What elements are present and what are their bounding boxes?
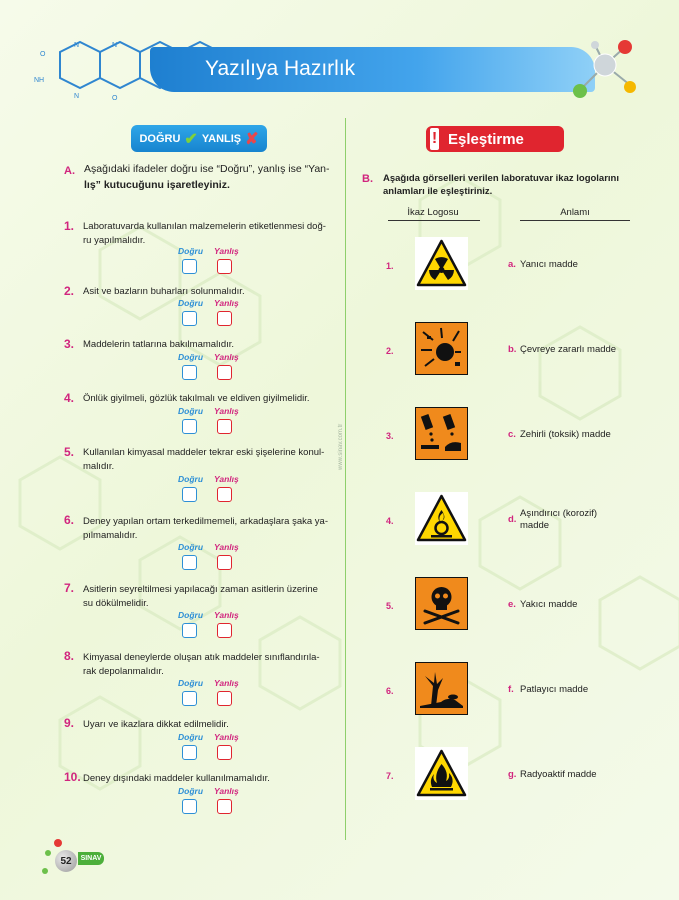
eslestirme-label: Eşleştirme (448, 130, 524, 148)
meaning-letter: f. (508, 684, 514, 695)
meaning-text-line2: madde (520, 520, 550, 531)
dogru-label: Doğru (178, 678, 204, 688)
brand-tag: SINAV (78, 852, 104, 865)
question-line1: Deney yapılan ortam terkedilmemeli, arkadaşlara şaka ya- (83, 516, 328, 527)
meaning-text (520, 508, 597, 532)
meaning-letter: a. (508, 259, 516, 270)
question-number: 10. (64, 770, 81, 784)
yanlis-checkbox[interactable] (217, 555, 232, 570)
cross-icon: ✘ (245, 130, 259, 148)
dogru-badge-label: DOĞRU (139, 132, 181, 145)
meaning-text: Radyoaktif madde (520, 769, 597, 780)
question-text (83, 285, 335, 299)
col-header-logo: İkaz Logosu (407, 207, 459, 218)
meaning-text-line1: Aşındırıcı (korozif) (520, 508, 598, 519)
logo-number: 1. (386, 261, 394, 271)
question-number: 5. (64, 445, 75, 459)
question-text (83, 583, 335, 611)
dogru-checkbox[interactable] (182, 419, 197, 434)
meaning-text: Çevreye zararlı madde (520, 344, 617, 355)
meaning-text: Zehirli (toksik) madde (520, 429, 611, 440)
section-b-instruction (383, 172, 673, 198)
question-line1: Uyarı ve ikazlara dikkat edilmelidir. (83, 719, 229, 730)
yanlis-checkbox[interactable] (217, 419, 232, 434)
yanlis-label: Yanlış (214, 678, 239, 688)
page-number: 52 (55, 850, 77, 872)
explosive-icon (415, 322, 468, 375)
section-b-instruction-line1: Aşağıda görselleri verilen laboratuvar ikaz logolarını (383, 173, 619, 184)
corrosive-icon (415, 407, 468, 460)
dogru-checkbox[interactable] (182, 799, 197, 814)
question-line2: ru yapılmalıdır. (83, 235, 146, 246)
question-line2: malıdır. (83, 461, 115, 472)
col-underline (388, 220, 480, 221)
section-a-instruction-line2: lış” kutucuğunu işaretleyiniz. (84, 179, 230, 191)
question-number: 1. (64, 219, 75, 233)
meaning-letter: e. (508, 599, 516, 610)
yanlis-checkbox[interactable] (217, 311, 232, 326)
question-number: 4. (64, 391, 75, 405)
meaning-letter: d. (508, 514, 517, 525)
section-b-letter: B. (362, 173, 373, 185)
question-text (83, 718, 335, 732)
dogru-checkbox[interactable] (182, 487, 197, 502)
question-text (83, 338, 335, 352)
flammable-icon (415, 747, 468, 800)
question-line1: Önlük giyilmeli, gözlük takılmalı ve eldiven giyilmelidir. (83, 393, 310, 404)
oxidizer-icon (415, 492, 468, 545)
logo-number: 3. (386, 431, 394, 441)
question-line1: Laboratuvarda kullanılan malzemelerin etiketlenmesi doğ- (83, 221, 326, 232)
section-a-instruction-line1: Aşağıdaki ifadeler doğru ise “Doğru”, yanlış ise “Yan- (84, 163, 330, 175)
yanlis-label: Yanlış (214, 786, 239, 796)
dogru-checkbox[interactable] (182, 259, 197, 274)
question-number: 3. (64, 337, 75, 351)
meaning-text: Yakıcı madde (520, 599, 578, 610)
yanlis-label: Yanlış (214, 298, 239, 308)
dogru-label: Doğru (178, 474, 204, 484)
meaning-letter: c. (508, 429, 516, 440)
dogru-label: Doğru (178, 352, 204, 362)
radioactive-icon (415, 237, 468, 290)
yanlis-checkbox[interactable] (217, 623, 232, 638)
dogru-checkbox[interactable] (182, 745, 197, 760)
question-text (83, 772, 335, 786)
logo-number: 2. (386, 346, 394, 356)
yanlis-checkbox[interactable] (217, 487, 232, 502)
meaning-letter: g. (508, 769, 517, 780)
section-b-instruction-line2: anlamları ile eşleştiriniz. (383, 186, 493, 197)
yanlis-checkbox[interactable] (217, 745, 232, 760)
col-underline (520, 220, 630, 221)
question-number: 9. (64, 716, 75, 730)
section-a-letter: A. (64, 165, 75, 177)
svg-text:O: O (40, 51, 46, 58)
yanlis-checkbox[interactable] (217, 799, 232, 814)
question-line2: pılmamalıdır. (83, 530, 138, 541)
dogru-label: Doğru (178, 786, 204, 796)
environment-hazard-icon (415, 662, 468, 715)
dogru-checkbox[interactable] (182, 311, 197, 326)
dogru-checkbox[interactable] (182, 365, 197, 380)
dogru-yanlis-badge (131, 125, 267, 152)
svg-text:N: N (74, 93, 80, 100)
col-header-meaning: Anlamı (560, 207, 590, 218)
column-divider (345, 118, 346, 840)
question-line1: Kimyasal deneylerde oluşan atık maddeler sınıflandırıla- (83, 652, 320, 663)
yanlis-label: Yanlış (214, 246, 239, 256)
question-line2: rak depolanmalıdır. (83, 666, 164, 677)
checkmark-icon: ✔ (184, 130, 198, 148)
question-text (83, 392, 335, 406)
logo-number: 6. (386, 686, 394, 696)
yanlis-label: Yanlış (214, 406, 239, 416)
toxic-skull-icon (415, 577, 468, 630)
dogru-checkbox[interactable] (182, 623, 197, 638)
question-line1: Maddelerin tatlarına bakılmamalıdır. (83, 339, 235, 350)
svg-text:N: N (112, 42, 118, 49)
yanlis-label: Yanlış (214, 474, 239, 484)
dogru-label: Doğru (178, 732, 204, 742)
question-text (83, 220, 335, 248)
question-number: 8. (64, 649, 75, 663)
dogru-label: Doğru (178, 610, 204, 620)
question-line2: su dökülmelidir. (83, 598, 149, 609)
meaning-text: Patlayıcı madde (520, 684, 589, 695)
dogru-label: Doğru (178, 542, 204, 552)
section-a-instruction (84, 161, 342, 193)
yanlis-badge-label: YANLIŞ (201, 132, 242, 145)
meaning-text: Yanıcı madde (520, 259, 578, 270)
meaning-letter: b. (508, 344, 517, 355)
svg-text:NH: NH (34, 77, 45, 84)
yanlis-label: Yanlış (214, 542, 239, 552)
svg-text:N: N (74, 42, 80, 49)
exclamation-icon: ! (430, 128, 439, 150)
logo-number: 5. (386, 601, 394, 611)
question-line1: Kullanılan kimyasal maddeler tekrar eski şişelerine konul- (83, 447, 325, 458)
page-title: Yazılıya Hazırlık (205, 57, 356, 80)
dogru-label: Doğru (178, 298, 204, 308)
question-text (83, 651, 335, 679)
dogru-label: Doğru (178, 246, 204, 256)
yanlis-checkbox[interactable] (217, 365, 232, 380)
dogru-checkbox[interactable] (182, 691, 197, 706)
dogru-checkbox[interactable] (182, 555, 197, 570)
question-line1: Asitlerin seyreltilmesi yapılacağı zaman asitlerin üzerine (83, 584, 318, 595)
question-number: 7. (64, 581, 75, 595)
logo-number: 7. (386, 771, 394, 781)
question-line1: Asit ve bazların buharları solunmalıdır. (83, 286, 245, 297)
question-number: 6. (64, 513, 75, 527)
question-number: 2. (64, 284, 75, 298)
question-line1: Deney dışındaki maddeler kullanılmamalıdır. (83, 773, 270, 784)
yanlis-label: Yanlış (214, 352, 239, 362)
question-text (83, 515, 335, 543)
atom-model-icon (560, 35, 650, 105)
question-text (83, 446, 335, 474)
svg-text:O: O (112, 95, 118, 102)
logo-number: 4. (386, 516, 394, 526)
yanlis-label: Yanlış (214, 732, 239, 742)
yanlis-checkbox[interactable] (217, 259, 232, 274)
yanlis-checkbox[interactable] (217, 691, 232, 706)
yanlis-label: Yanlış (214, 610, 239, 620)
watermark: www.sinav.com.tr (338, 423, 344, 470)
eslestirme-badge (426, 126, 564, 152)
dogru-label: Doğru (178, 406, 204, 416)
